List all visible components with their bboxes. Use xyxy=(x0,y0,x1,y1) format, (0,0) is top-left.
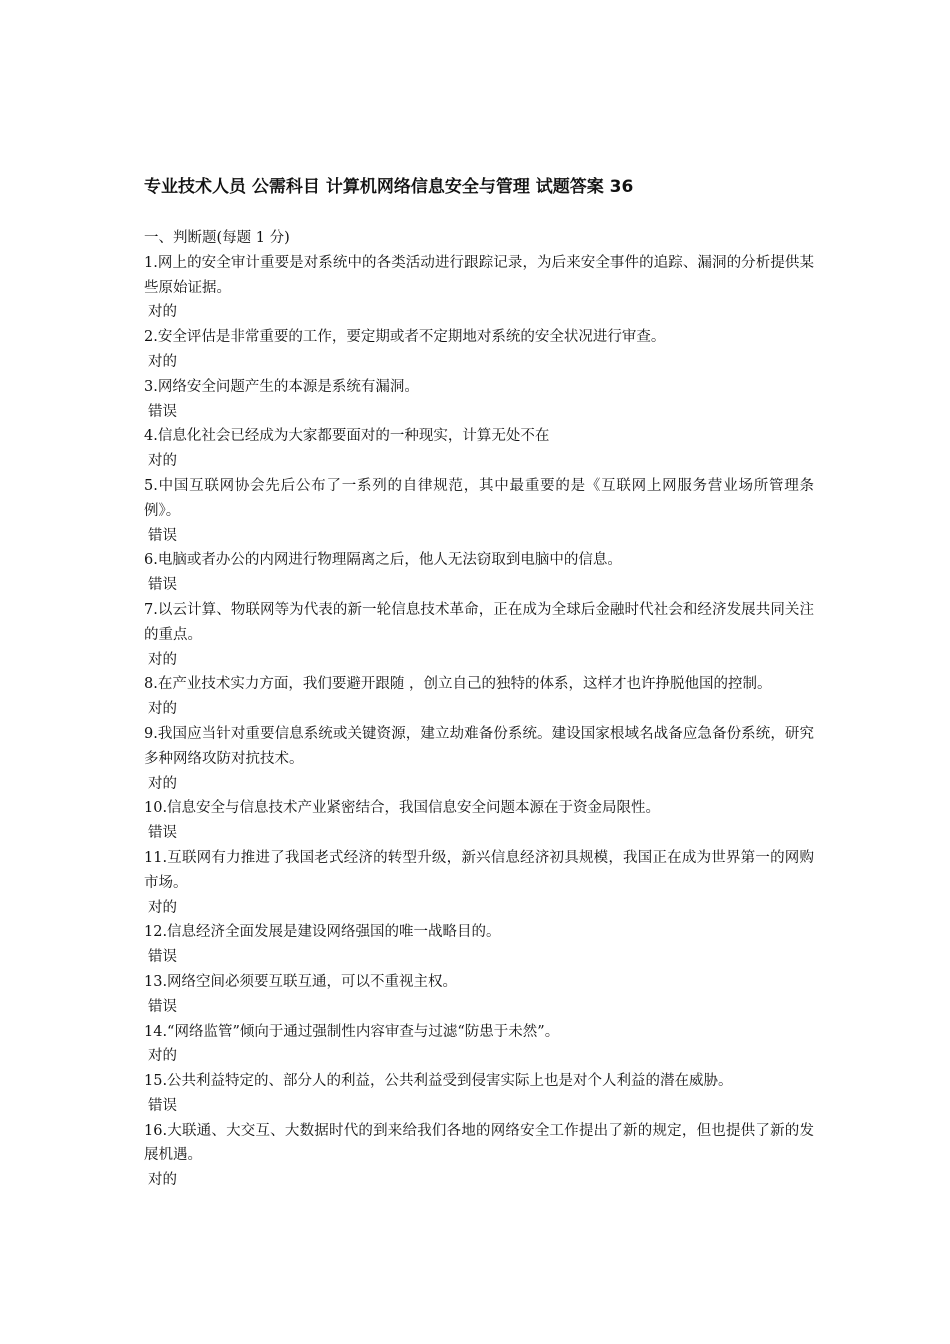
question-answer: 错误 xyxy=(148,949,177,966)
question-item xyxy=(144,672,814,722)
question-item xyxy=(144,1119,814,1193)
question-text: 3.网络安全问题产生的本源是系统有漏洞。 xyxy=(144,378,419,395)
question-item xyxy=(144,548,814,598)
question-answer: 对的 xyxy=(148,701,177,718)
question-text: 11.互联网有力推进了我国老式经济的转型升级，新兴信息经济初具规模，我国正在成为世界第一的网购市场。 xyxy=(144,849,814,891)
question-text: 13.网络空间必须要互联互通，可以不重视主权。 xyxy=(144,973,458,990)
question-answer: 对的 xyxy=(148,1048,177,1065)
question-answer: 错误 xyxy=(148,998,177,1015)
document-body xyxy=(144,174,814,1193)
question-answer: 对的 xyxy=(148,353,177,370)
question-text: 8.在产业技术实力方面，我们要避开跟随 ，创立自己的独特的体系，这样才也许挣脱他国的控制。 xyxy=(144,676,772,693)
question-item xyxy=(144,1020,814,1070)
section-title: 一、判断题(每题 1 分) xyxy=(144,230,290,246)
question-item xyxy=(144,970,814,1020)
question-answer: 错误 xyxy=(148,1097,177,1114)
question-text: 10.信息安全与信息技术产业紧密结合，我国信息安全问题本源在于资金局限性。 xyxy=(144,800,661,817)
question-answer: 错误 xyxy=(148,403,177,420)
question-text: 12.信息经济全面发展是建设网络强国的唯一战略目的。 xyxy=(144,924,501,941)
question-answer: 对的 xyxy=(148,775,177,792)
question-answer: 对的 xyxy=(148,1172,177,1189)
question-answer: 对的 xyxy=(148,304,177,321)
question-answer: 对的 xyxy=(148,651,177,668)
question-text: 5.中国互联网协会先后公布了一系列的自律规范，其中最重要的是《互联网上网服务营业场所管理条例》。 xyxy=(144,477,814,519)
question-item xyxy=(144,1069,814,1119)
question-item xyxy=(144,598,814,672)
document-title: 专业技术人员 公需科目 计算机网络信息安全与管理 试题答案 36 xyxy=(144,177,634,197)
question-answer: 错误 xyxy=(148,825,177,842)
question-text: 15.公共利益特定的、部分人的利益，公共利益受到侵害实际上也是对个人利益的潜在威胁。 xyxy=(144,1073,733,1090)
question-item xyxy=(144,424,814,474)
question-item xyxy=(144,846,814,920)
question-item xyxy=(144,920,814,970)
question-text: 16.大联通、大交互、大数据时代的到来给我们各地的网络安全工作提出了新的规定，但也提供了新的发展机遇。 xyxy=(144,1122,814,1164)
question-list xyxy=(144,251,814,1193)
question-answer: 错误 xyxy=(148,527,177,544)
question-item xyxy=(144,722,814,796)
question-answer: 对的 xyxy=(148,453,177,470)
question-text: 14.“网络监管”倾向于通过强制性内容审查与过滤“防患于未然”。 xyxy=(144,1023,560,1040)
question-item xyxy=(144,474,814,548)
question-item xyxy=(144,325,814,375)
question-text: 9.我国应当针对重要信息系统或关键资源，建立劫难备份系统。建设国家根域名战备应急备份系统，研究多种网络攻防对抗技术。 xyxy=(144,725,814,767)
question-text: 4.信息化社会已经成为大家都要面对的一种现实，计算无处不在 xyxy=(144,428,550,445)
question-text: 6.电脑或者办公的内网进行物理隔离之后，他人无法窃取到电脑中的信息。 xyxy=(144,552,622,569)
question-answer: 错误 xyxy=(148,577,177,594)
question-answer: 对的 xyxy=(148,899,177,916)
question-text: 1.网上的安全审计重要是对系统中的各类活动进行跟踪记录，为后来安全事件的追踪、漏洞的分析提供某些原始证据。 xyxy=(144,254,814,296)
question-item xyxy=(144,251,814,325)
question-item xyxy=(144,796,814,846)
question-item xyxy=(144,375,814,425)
question-text: 2.安全评估是非常重要的工作，要定期或者不定期地对系统的安全状况进行审查。 xyxy=(144,329,666,346)
question-text: 7.以云计算、物联网等为代表的新一轮信息技术革命，正在成为全球后金融时代社会和经济发展共同关注的重点。 xyxy=(144,601,814,643)
